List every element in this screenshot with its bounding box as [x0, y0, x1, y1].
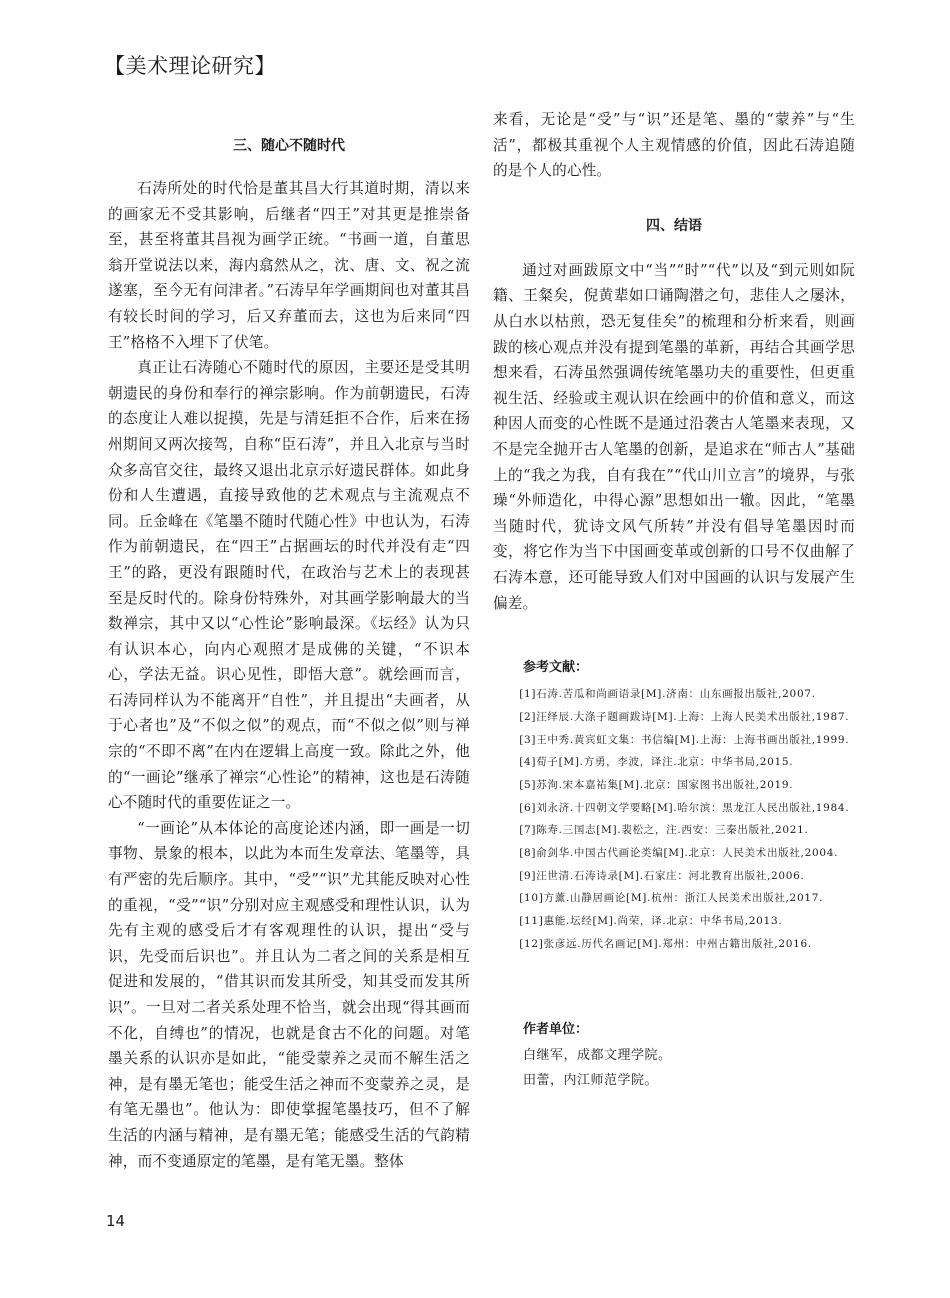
- body-paragraph: “一画论”从本体论的高度论述内涵，即一画是一切事物、景象的根本，以此为本而生发章法、笔墨等，具有严密的先后顺序。其中，“受”“识”尤其能反映对心性的重视，“受”“识”分别对应主观感受和理性认识，认为先有主观的感受后才有客观理性的认识，提出“受与识，先受而后识也”。并且认为二者之间的关系是相互促进和发展的，“借其识而发其所受，知其受而发其所识”。一旦对二者关系处理不恰当，就会出现“得其画而不化，自缚也”的情况，也就是食古不化的问题。对笔墨关系的认识亦是如此，“能受蒙养之灵而不解生活之神，是有墨无笔也；能受生活之神而不变蒙养之灵，是有笔无墨也”。他认为：即使掌握笔墨技巧，但不了解生活的内涵与精神，是有墨无笔；能感受生活的气韵精神，而不变通原定的笔墨，是有笔无墨。整体: [108, 819, 470, 1170]
- body-paragraph: 石涛所处的时代恰是董其昌大行其道时期，清以来的画家无不受其影响，后继者“四王”对其更是推崇备至，甚至将董其昌视为画学正统。“书画一道，自董思翁开堂说法以来，海内翕然从之，沈、唐、文、祝之流遂塞，至今无有问津者。”石涛早年学画期间也对董其昌有较长时间的学习，后又弃董而去，这也为后来同“四王”格格不入埋下了伏笔。: [108, 180, 470, 351]
- body-paragraph-continued: 来看，无论是“受”与“识”还是笔、墨的“蒙养”与“生活”，都极其重视个人主观情感的价值，因此石涛追随的是个人的心性。: [493, 111, 855, 180]
- reference-list: [493, 683, 855, 955]
- author-affiliation: 白继军，成都文理学院。: [523, 1047, 672, 1063]
- journal-section-header: 【美术理论研究】: [104, 54, 276, 78]
- references-title: 参考文献：: [523, 660, 589, 676]
- reference-item: [4]荀子[M].方勇，李波，译注.北京：中华书局,2015.: [519, 756, 794, 769]
- section-heading-4: 四、结语: [646, 217, 702, 234]
- reference-item: [3]王中秀.黄宾虹文集：书信编[M].上海：上海书画出版社,1999.: [519, 733, 850, 746]
- page-number: 14: [106, 1212, 126, 1230]
- reference-item: [12]张彦远.历代名画记[M].郑州：中州古籍出版社,2016.: [519, 937, 812, 950]
- reference-item: [6]刘永济.十四朝文学要略[M].哈尔滨：黑龙江人民出版社,1984.: [519, 801, 850, 814]
- reference-item: [1]石涛.苦瓜和尚画语录[M].济南：山东画报出版社,2007.: [519, 688, 816, 701]
- section-heading-3: 三、随心不随时代: [233, 138, 345, 154]
- left-column: [108, 100, 470, 1174]
- reference-item: [10]方薰.山静居画论[M].杭州：浙江人民美术出版社,2017.: [519, 892, 824, 905]
- reference-item: [2]汪绎辰.大涤子题画跋诗[M].上海：上海人民美术出版社,1987.: [519, 710, 850, 723]
- reference-item: [5]苏洵.宋本嘉祐集[M].北京：国家图书出版社,2019.: [519, 778, 794, 791]
- reference-item: [11]惠能.坛经[M].尚荣，译.北京：中华书局,2013.: [519, 915, 783, 928]
- reference-item: [8]俞剑华.中国古代画论类编[M].北京：人民美术出版社,2004.: [519, 847, 839, 860]
- author-affiliation-title: 作者单位：: [523, 1021, 589, 1037]
- body-paragraph: 真正让石涛随心不随时代的原因，主要还是受其明朝遗民的身份和奉行的禅宗影响。作为前朝遗民，石涛的态度让人难以捉摸，先是与清廷拒不合作，后来在扬州期间又两次接驾，自称“臣石涛”，并且入北京与当时众多高官交往，最终又退出北京示好遗民群体。如此身份和人生遭遇，直接导致他的艺术观点与主流观点不同。丘金峰在《笔墨不随时代随心性》中也认为，石涛作为前朝遗民，在“四王”占据画坛的时代并没有走“四王”的路，更没有跟随时代，在政治与艺术上的表现甚至是反时代的。除身份特殊外，对其画学影响最大的当数禅宗，其中又以“心性论”影响最深。《坛经》认为只有认识本心，向内心观照才是成佛的关键，“不识本心，学法无益。识心见性，即悟大意”。就绘画而言，石涛同样认为不能离开“自性”，并且提出“夫画者，从于心者也”及“不似之似”的观点，而“不似之似”则与禅宗的“不即不离”在内在逻辑上高度一致。除此之外，他的“一画论”继承了禅宗“心性论”的精神，这也是石涛随心不随时代的重要佐证之一。: [108, 359, 470, 812]
- author-affiliation: 田蕾，内江师范学院。: [523, 1072, 659, 1088]
- right-column: [493, 100, 855, 1093]
- reference-item: [7]陈寿.三国志[M].裴松之，注.西安：三秦出版社,2021.: [519, 824, 809, 837]
- conclusion-paragraph: 通过对画跋原文中“当”“时”“代”以及“到元则如阮籍、王粲矣，倪黄辈如口诵陶潜之句，悲佳人之屡沐，从白水以枯煎，恐无复佳矣”的梳理和分析来看，则画跋的核心观点并没有提到笔墨的革新，再结合其画学思想来看，石涛虽然强调传统笔墨功夫的重要性，但更重视生活、经验或主观认识在绘画中的价值和意义，而这种因人而变的心性既不是通过沿袭古人笔墨来表现，又不是完全抛开古人笔墨的创新，是追求在“师古人”基础上的“我之为我，自有我在”“代山川立言”的境界，与张璪“外师造化，中得心源”思想如出一辙。因此，“笔墨当随时代，犹诗文风气所转”并没有倡导笔墨因时而变，将它作为当下中国画变革或创新的口号不仅曲解了石涛本意，还可能导致人们对中国画的认识与发展产生偏差。: [493, 261, 855, 612]
- reference-item: [9]汪世清.石涛诗录[M].石家庄：河北教育出版社,2006.: [519, 869, 805, 882]
